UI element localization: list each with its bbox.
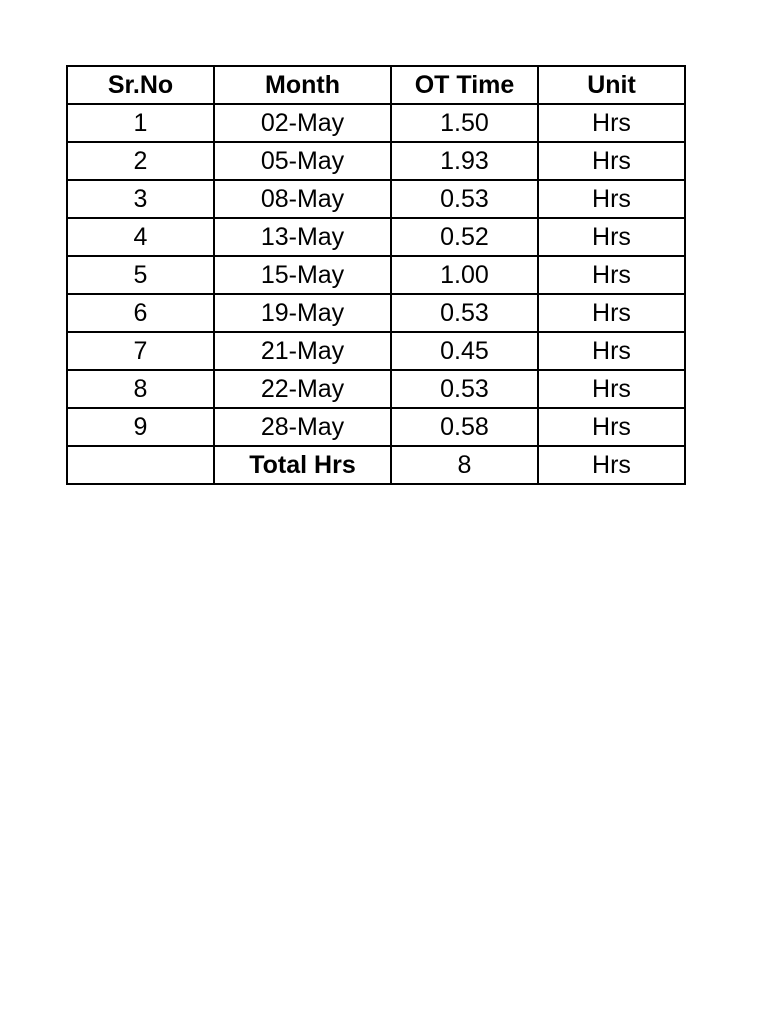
total-srno-cell: [67, 446, 214, 484]
cell-unit: Hrs: [538, 218, 685, 256]
total-label: Total Hrs: [214, 446, 391, 484]
cell-ot-time: 1.50: [391, 104, 538, 142]
total-value: 8: [391, 446, 538, 484]
cell-unit: Hrs: [538, 370, 685, 408]
cell-srno: 8: [67, 370, 214, 408]
cell-ot-time: 1.00: [391, 256, 538, 294]
cell-unit: Hrs: [538, 408, 685, 446]
header-srno: Sr.No: [67, 66, 214, 104]
cell-ot-time: 0.58: [391, 408, 538, 446]
cell-srno: 3: [67, 180, 214, 218]
cell-srno: 5: [67, 256, 214, 294]
table-row: [67, 218, 685, 256]
header-month: Month: [214, 66, 391, 104]
table-row: [67, 294, 685, 332]
total-unit: Hrs: [538, 446, 685, 484]
table-row: [67, 256, 685, 294]
cell-ot-time: 0.45: [391, 332, 538, 370]
cell-unit: Hrs: [538, 180, 685, 218]
cell-month: 02-May: [214, 104, 391, 142]
cell-unit: Hrs: [538, 294, 685, 332]
cell-unit: Hrs: [538, 104, 685, 142]
cell-srno: 1: [67, 104, 214, 142]
cell-ot-time: 0.53: [391, 294, 538, 332]
table-row: [67, 370, 685, 408]
header-unit: Unit: [538, 66, 685, 104]
cell-srno: 7: [67, 332, 214, 370]
cell-unit: Hrs: [538, 256, 685, 294]
table-header-row: [67, 66, 685, 104]
cell-ot-time: 0.53: [391, 370, 538, 408]
cell-month: 22-May: [214, 370, 391, 408]
cell-srno: 6: [67, 294, 214, 332]
cell-srno: 4: [67, 218, 214, 256]
cell-ot-time: 1.93: [391, 142, 538, 180]
cell-unit: Hrs: [538, 142, 685, 180]
table-row: [67, 332, 685, 370]
table-row: [67, 180, 685, 218]
cell-srno: 2: [67, 142, 214, 180]
cell-month: 13-May: [214, 218, 391, 256]
cell-unit: Hrs: [538, 332, 685, 370]
cell-ot-time: 0.52: [391, 218, 538, 256]
table-row: [67, 408, 685, 446]
total-row: [67, 446, 685, 484]
table-row: [67, 142, 685, 180]
overtime-table: [66, 65, 686, 485]
cell-month: 28-May: [214, 408, 391, 446]
header-ot-time: OT Time: [391, 66, 538, 104]
cell-srno: 9: [67, 408, 214, 446]
table-row: [67, 104, 685, 142]
cell-month: 21-May: [214, 332, 391, 370]
cell-month: 08-May: [214, 180, 391, 218]
cell-month: 05-May: [214, 142, 391, 180]
cell-month: 15-May: [214, 256, 391, 294]
cell-month: 19-May: [214, 294, 391, 332]
cell-ot-time: 0.53: [391, 180, 538, 218]
